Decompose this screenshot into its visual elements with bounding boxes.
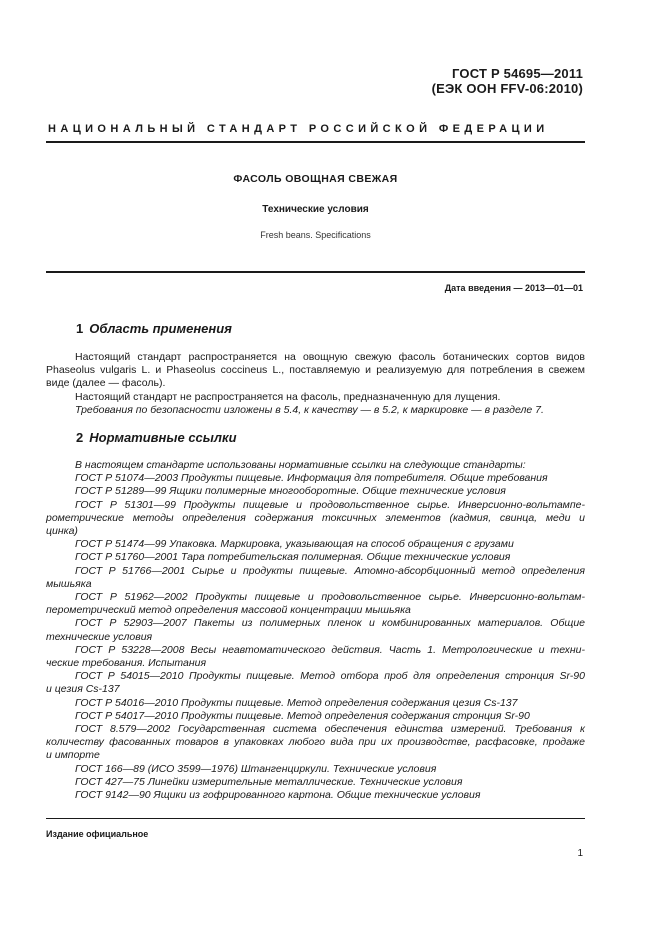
text-line: Настоящий стандарт распространяется на овощную свежую фасоль ботанических сортов видов	[75, 351, 585, 363]
footer-divider	[46, 818, 585, 819]
reference-line: ГОСТ Р 53228—2008 Весы неавтоматического действия. Часть 1. Метрологические и техни-	[75, 643, 585, 656]
reference-line: ГОСТ 9142—90 Ящики из гофрированного картона. Общие технические условия	[75, 789, 481, 802]
header-divider	[46, 141, 585, 143]
ece-number: (ЕЭК ООН FFV-06:2010)	[431, 81, 583, 96]
reference-line: ГОСТ Р 51289—99 Ящики полимерные многооборотные. Общие технические условия	[75, 485, 506, 498]
section-1-heading	[76, 321, 232, 336]
english-title: Fresh beans. Specifications	[260, 230, 371, 240]
reference-line: ческие требования. Испытания	[46, 657, 207, 670]
reference-line: ГОСТ Р 51962—2002 Продукты пищевые и продовольственное сырье. Инверсионно-вольтам-	[75, 591, 585, 604]
section-2-heading	[76, 430, 237, 445]
official-edition-label: Издание официальное	[46, 829, 149, 839]
section-number: 1	[76, 321, 84, 336]
document-title: ФАСОЛЬ ОВОЩНАЯ СВЕЖАЯ	[233, 173, 398, 185]
introduction-date: Дата введения — 2013—01—01	[444, 283, 583, 293]
reference-line: ГОСТ Р 54015—2010 Продукты пищевые. Метод отбора проб для определения стронция Sr-90	[75, 670, 585, 683]
document-code	[432, 66, 583, 96]
reference-line: перометрический метод определения массовой концентрации мышьяка	[46, 604, 411, 617]
reference-line: рометрические методы определения содержания токсичных элементов (кадмия, свинца, меди и	[46, 511, 585, 524]
reference-line: ГОСТ Р 51301—99 Продукты пищевые и продовольственное сырье. Инверсионно-вольтампе-	[75, 498, 585, 511]
reference-line: количеству фасованных товаров в упаковках любого вида при их производстве, расфасовке, продаже	[46, 736, 585, 749]
reference-line: ГОСТ Р 54016—2010 Продукты пищевые. Метод определения содержания цезия Cs-137	[75, 696, 518, 709]
reference-line: ГОСТ 166—89 (ИСО 3599—1976) Штангенциркули. Технические условия	[75, 762, 437, 775]
reference-line: технические условия	[46, 630, 153, 643]
section-title: Нормативные ссылки	[89, 430, 237, 445]
text-line: Настоящий стандарт не распространяется на фасоль, предназначенную для лущения.	[75, 390, 501, 403]
reference-line: и импорте	[46, 749, 100, 762]
text-line: В настоящем стандарте использованы нормативные ссылки на следующие стандарты:	[75, 459, 526, 471]
text-line: Phaseolus vulgaris L. и Phaseolus coccineus L., поставляемую и реализуемую для потребления в свежем	[46, 364, 585, 377]
reference-line: ГОСТ Р 51766—2001 Сырье и продукты пищевые. Атомно-абсорбционный метод определения	[75, 564, 585, 577]
text-line: Требования по безопасности изложены в 5.4, к качеству — в 5.2, к маркировке — в разделе 7.	[75, 403, 544, 416]
national-standard-banner: НАЦИОНАЛЬНЫЙ СТАНДАРТ РОССИЙСКОЙ ФЕДЕРАЦИИ	[48, 123, 549, 135]
reference-line: ГОСТ 8.579—2002 Государственная система обеспечения единства измерений. Требования к	[75, 723, 585, 736]
reference-line: ГОСТ Р 52903—2007 Пакеты из полимерных пленок и комбинированных материалов. Общие	[75, 617, 585, 630]
reference-line: и цезия Cs-137	[46, 683, 120, 696]
gost-number: ГОСТ Р 54695—2011	[452, 66, 583, 81]
reference-line: ГОСТ Р 54017—2010 Продукты пищевые. Метод определения содержания стронция Sr-90	[75, 709, 530, 722]
section-1-body	[46, 351, 585, 417]
reference-line: ГОСТ Р 51474—99 Упаковка. Маркировка, указывающая на способ обращения с грузами	[75, 538, 514, 551]
title-divider	[46, 271, 585, 273]
section-title: Область применения	[89, 321, 232, 336]
reference-line: мышьяка	[46, 577, 92, 590]
reference-line: ГОСТ Р 51760—2001 Тара потребительская полимерная. Общие технические условия	[75, 551, 511, 564]
reference-line: ГОСТ 427—75 Линейки измерительные металлические. Технические условия	[75, 775, 463, 788]
document-subtitle: Технические условия	[262, 204, 369, 215]
section-number: 2	[76, 430, 84, 445]
page-number: 1	[577, 848, 583, 859]
text-line: виде (далее — фасоль).	[46, 377, 166, 390]
reference-line: ГОСТ Р 51074—2003 Продукты пищевые. Информация для потребителя. Общие требования	[75, 472, 548, 485]
reference-line: цинка)	[46, 525, 78, 538]
section-2-body	[46, 459, 585, 802]
